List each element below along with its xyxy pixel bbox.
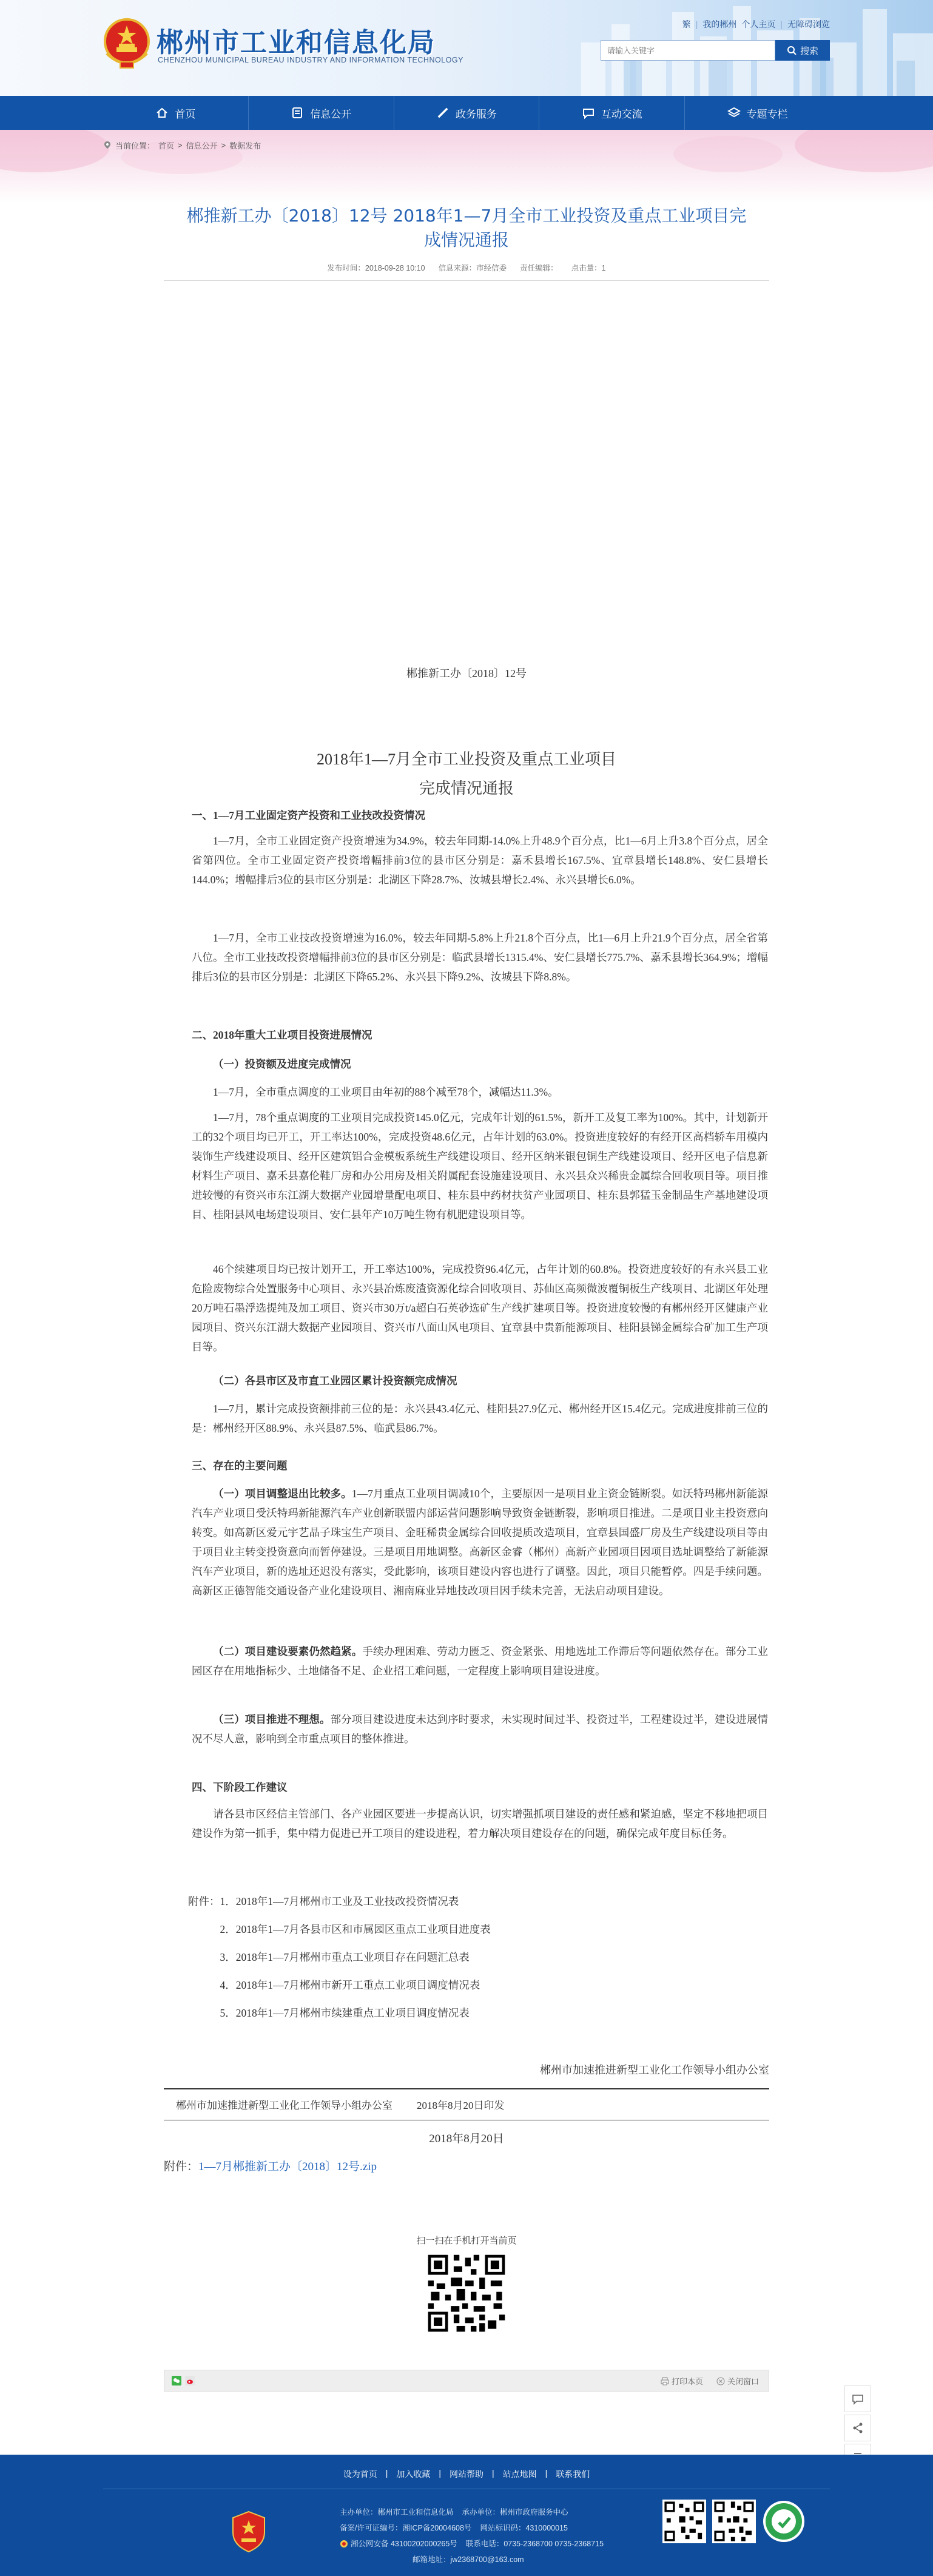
attachment-file-label: 附件：: [164, 2160, 199, 2173]
editor: 责任编辑：: [520, 264, 558, 272]
qr-label: 扫一扫在手机打开当前页: [416, 2235, 517, 2246]
footer-email: 邮箱地址：jw2368700@163.com: [413, 2555, 524, 2564]
breadcrumb-separator: >: [221, 140, 226, 150]
nav-item-label: 政务服务: [455, 108, 497, 121]
breadcrumb-prefix: 当前位置：: [115, 141, 155, 150]
doc-title-line: 完成情况通报: [419, 780, 514, 797]
wechat-share-icon[interactable]: [172, 2376, 181, 2385]
footer-link-contact[interactable]: 联系我们: [556, 2469, 590, 2479]
paragraph-text: 部分项目建设进度未达到序时要求，未实现时间过半、投资过半，工程建设过半，建设进展情况不尽人意，影响到全市重点项目的整体推进。: [192, 1713, 768, 1745]
footer-link-separator: |: [492, 2468, 494, 2478]
top-links: 繁 | 我的郴州 个人主页 | 无障碍浏览: [682, 19, 830, 29]
footer-police-record[interactable]: [340, 2536, 457, 2552]
meta-divider: [164, 280, 769, 281]
sub-heading: （一）投资额及进度完成情况: [213, 1058, 351, 1070]
share-icons: [172, 2376, 195, 2385]
paragraph-lead: （三）项目推进不理想。: [213, 1713, 331, 1725]
breadcrumb-info-disclosure[interactable]: 信息公开: [186, 141, 218, 150]
location-icon: [103, 141, 112, 149]
paragraph: 1—7月，全市重点调度的工业项目由年初的88个减至78个，减幅达11.3%。: [213, 1086, 559, 1098]
section-heading: 二、2018年重大工业项目投资进展情况: [192, 1029, 372, 1041]
issue-row: [176, 2097, 601, 2112]
paragraph: 1—7月，78个重点调度的工业项目完成投资145.0亿元，完成年计划的61.5%，新开工及复工率为100%。其中，计划新开工的32个项目均已开工，开工率达100%，完成投资48.6亿元，占年计划的63.0%。投资进度较好的有经开区高档轿车用模内装饰生产线建设项目、经开区建筑铝合金模板系统生产线建设项目、经开区纳米银包铜生产线建设项目、经开区电子信息新材料生产项目、嘉禾县嘉伦鞋厂房和办公用房及相关附属配套设施建设项目、永兴县众兴稀贵金属综合回收项目等。项目推进较慢的有资兴市东江湖大数据产业园增量配电项目、桂东县中药材扶贫产业园项目、桂东县郭猛玉金制品生产基地建设项目、桂阳县风电场建设项目、安仁县年产10万吨生物有机肥建设项目等。: [192, 1111, 768, 1221]
paragraph: [192, 1484, 768, 1600]
footer-police-record-text: 湘公网安备 43100202000265号: [351, 2540, 457, 2548]
print-button[interactable]: [661, 2375, 703, 2387]
nav-item-label: 专题专栏: [746, 108, 788, 121]
issue-date-inline: 2018年8月20日印发: [417, 2100, 505, 2111]
attachments-list: [188, 1892, 770, 2023]
nav-item-gov-service[interactable]: [394, 96, 540, 130]
site-header: [0, 0, 933, 96]
search-input[interactable]: [601, 40, 775, 61]
attachment-item: 5．2018年1—7月郴州市续建重点工业项目调度情况表: [220, 2007, 470, 2019]
accessibility-link[interactable]: 无障碍浏览: [787, 19, 830, 29]
nav-item-home[interactable]: [103, 96, 249, 130]
sub-heading: （二）各县市区及市直工业园区累计投资额完成情况: [213, 1375, 457, 1387]
weibo-share-icon[interactable]: [185, 2376, 195, 2385]
attachment-item: 2．2018年1—7月各县市区和市属园区重点工业项目进度表: [220, 1923, 491, 1935]
attachment-file-link[interactable]: 1—7月郴推新工办〔2018〕12号.zip: [198, 2160, 377, 2173]
footer-host: 主办单位：郴州市工业和信息化局: [340, 2508, 454, 2517]
site-title: 郴州市工业和信息化局: [157, 27, 436, 58]
click-count: 点击量：1: [571, 264, 606, 272]
share-icon: [851, 2421, 864, 2435]
breadcrumb-data-release[interactable]: 数据发布: [229, 141, 261, 150]
search-button[interactable]: [775, 40, 830, 61]
personal-page-link[interactable]: 个人主页: [741, 19, 776, 29]
attachment-item: 1．2018年1—7月郴州市工业及工业技改投资情况表: [220, 1895, 459, 1907]
close-window-label: 关闭窗口: [727, 2377, 759, 2386]
nav-item-label: 首页: [175, 108, 196, 121]
close-window-button[interactable]: [716, 2375, 759, 2387]
issuer: 郴州市加速推进新型工业化工作领导小组办公室: [176, 2100, 392, 2111]
footer-link-set-home[interactable]: 设为首页: [343, 2469, 377, 2479]
print-button-label: 打印本页: [671, 2377, 703, 2386]
attachments-label: 附件：: [188, 1895, 220, 1907]
paragraph-lead: （二）项目建设要素仍然趋紧。: [213, 1645, 363, 1657]
breadcrumb-home[interactable]: 首页: [158, 141, 175, 150]
breadcrumb-separator: >: [178, 140, 183, 150]
attachment-item: 4．2018年1—7月郴州市新开工重点工业项目调度情况表: [220, 1979, 480, 1991]
footer-link-separator: |: [439, 2468, 441, 2478]
paragraph-lead: （一）项目调整退出比较多。: [213, 1488, 352, 1500]
search-icon: [787, 46, 797, 55]
footer-link-separator: |: [545, 2468, 548, 2478]
footer-link-bookmark[interactable]: 加入收藏: [396, 2469, 431, 2479]
chat-bubble-icon: [851, 2392, 864, 2406]
paragraph-text: 1—7月重点工业项目调减10个，主要原因一是项目业主资金链断裂。如沃特玛郴州新能源汽车产业项目受沃特玛新能源汽车产业创新联盟内部运营问题影响导致资金链断裂，影响项目推进。二是项目业主投资意向转变。如高新区爱元宇艺晶子珠宝生产项目、金旺稀贵金属综合回收提质改造项目，宜章县国盛厂房及生产线建设项目等由于项目业主转变投资意向而暂停建设。三是项目用地调整。高新区金睿（郴州）高新产业园项目因项目选址调整给了新能源汽车产业项目，新的选址还迟没有落实，受此影响，该项目建设内容也进行了调整。因此，项目只能暂停。四是手续问题。高新区正德智能交通设备产业化建设项目、湘南麻业异地技改项目因手续未完善，无法启动项目建设。: [192, 1488, 769, 1597]
paragraph: 46个续建项目均已按计划开工，开工率达100%，完成投资96.4亿元，占年计划的60.8%。投资进度较好的有永兴县工业危险废物综合处置服务中心项目、永兴县冶炼废渣资源化综合回收项目、苏仙区高频微波覆铜板生产线项目、北湖区年处理20万吨石墨浮选提纯及加工项目、资兴市30万t/a超白石英砂选矿生产线扩建项目等。投资进度较慢的有郴州经开区健康产业园项目、资兴东江湖大数据产业园项目、资兴市八面山风电项目、宜章县中贵新能源项目、桂阳县锑金属综合矿加工生产项目等。: [192, 1263, 768, 1353]
traditional-chinese-link[interactable]: 繁: [682, 19, 691, 29]
floating-chat-button[interactable]: [844, 2385, 871, 2412]
paragraph: 1—7月，累计完成投资额排前三位的是：永兴县43.4亿元、桂阳县27.9亿元、郴州经开区15.4亿元。完成进度排前三位的是：郴州经开区88.9%、永兴县87.5%、临武县86.7%。: [192, 1403, 768, 1434]
wechat-qr-code-icon: [662, 2500, 706, 2543]
attachment-item: 3．2018年1—7月郴州市重点工业项目存在问题汇总表: [220, 1951, 470, 1963]
paragraph: 请各县市区经信主管部门、各产业园区要进一步提高认识，切实增强抓项目建设的责任感和紧迫感，坚定不移地把项目建设作为第一抓手，集中精力促进已开工项目的建设进程，着力解决项目建设存在的问题，确保完成年度目标任务。: [192, 1808, 768, 1839]
police-badge-icon: [340, 2540, 348, 2548]
section-heading: 三、存在的主要问题: [192, 1460, 288, 1472]
site-subtitle: CHENZHOU MUNICIPAL BUREAU INDUSTRY AND INFORMATION TECHNOLOGY: [158, 56, 463, 64]
printer-icon: [661, 2377, 669, 2385]
site-footer: [0, 2455, 933, 2576]
search-button-label: 搜索: [800, 45, 818, 56]
info-icon: [291, 106, 304, 120]
home-icon: [155, 106, 169, 120]
section-heading: 一、1—7月工业固定资产投资和工业技改投资情况: [192, 809, 425, 821]
signature: 郴州市加速推进新型工业化工作领导小组办公室: [540, 2064, 769, 2076]
footer-info: [340, 2504, 655, 2568]
paragraph: 1—7月，全市工业固定资产投资增速为34.9%，较去年同期-14.0%上升48.9个百分点，比1—6月上升3.8个百分点，居全省第四位。全市工业固定资产投资增幅排前3位的县市区分别是：嘉禾县增长167.5%、宜章县增长148.8%、安仁县增长144.0%；增幅排后3位的县市区分别是：北湖区下降28.7%、汝城县增长2.4%、永兴县增长6.0%。: [192, 835, 768, 886]
national-emblem-icon: [102, 17, 152, 70]
doc-title: [164, 745, 769, 803]
close-icon: [716, 2377, 725, 2385]
party-gov-badge-icon: [231, 2510, 267, 2553]
publish-date: 发布时间：2018-09-28 10:10: [327, 264, 425, 272]
article-title-line: 郴推新工办〔2018〕12号 2018年1—7月全市工业投资及重点工业项目完: [186, 206, 747, 226]
issue-date: 2018年8月20日: [429, 2133, 504, 2145]
layers-icon: [727, 106, 741, 120]
breadcrumb: [103, 138, 261, 152]
footer-icp[interactable]: 备案/许可证编号：湘ICP备20004608号: [340, 2524, 472, 2532]
footer-link-help[interactable]: 网站帮助: [450, 2469, 483, 2479]
nav-item-special-topics[interactable]: [685, 96, 830, 130]
section-heading: 四、下阶段工作建议: [192, 1781, 288, 1793]
main-nav: [0, 96, 933, 130]
footer-site-code: 网站标识码：4310000015: [480, 2524, 568, 2532]
nav-item-interaction[interactable]: [539, 96, 685, 130]
paragraph: 1—7月，全市工业技改投资增速为16.0%，较去年同期-5.8%上升21.8个百分点，比1—6月上升21.9个百分点，居全省第八位。全市工业技改投资增幅排前3位的县市区分别是：临武县增长1315.4%、安仁县增长775.7%、嘉禾县增长364.9%；增幅排后3位的县市区分别是：北湖区下降65.2%、永兴县下降9.2%、汝城县下降8.8%。: [192, 932, 768, 983]
floating-share-button[interactable]: [844, 2415, 871, 2441]
paragraph: [192, 1642, 768, 1681]
issue-divider-top: [164, 2088, 769, 2089]
article-meta: [164, 262, 769, 273]
footer-links: [0, 2468, 933, 2480]
info-source: 信息来源：市经信委: [438, 264, 507, 272]
chat-icon: [582, 106, 595, 120]
gov-site-error-finder-logo-icon[interactable]: [762, 2500, 806, 2543]
qr-code-icon: [425, 2252, 508, 2335]
article-tools-bar: [164, 2370, 769, 2392]
nav-item-label: 互动交流: [601, 108, 642, 121]
footer-organizer: 承办单位：郴州市政府服务中心: [462, 2508, 568, 2517]
paragraph: [192, 1710, 768, 1748]
my-chenzhou-link[interactable]: 我的郴州: [702, 19, 737, 29]
paragraph-text: 手续办理困难、劳动力匮乏、资金紧张、用地选址工作滞后等问题依然存在。部分工业园区存在用地指标少、土地储备不足、企业招工难问题，一定程度上影响项目建设进度。: [192, 1645, 768, 1677]
doc-title-line: 2018年1—7月全市工业投资及重点工业项目: [316, 750, 616, 768]
article-title: [164, 204, 769, 252]
nav-item-label: 信息公开: [310, 108, 352, 121]
footer-link-sitemap[interactable]: 站点地图: [502, 2469, 537, 2479]
nav-item-info-disclosure[interactable]: [249, 96, 394, 130]
article-title-line: 成情况通报: [423, 230, 509, 250]
footer-link-separator: |: [385, 2468, 388, 2478]
attachment-file: [164, 2157, 769, 2174]
weibo-qr-code-icon: [712, 2500, 756, 2543]
doc-number: 郴推新工办〔2018〕12号: [406, 667, 527, 679]
service-icon: [436, 106, 450, 120]
footer-phone: 联系电话：0735-2368700 0735-2368715: [465, 2540, 604, 2548]
